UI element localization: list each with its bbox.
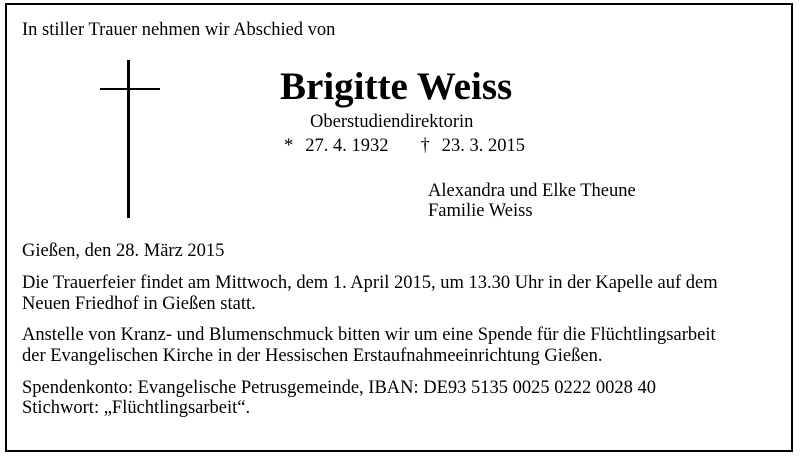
cross-icon-bar [100,88,160,90]
donation-text: der Evangelischen Kirche in der Hessischen Erstaufnahmeeinrichtung Gießen. [22,346,603,366]
deceased-title: Oberstudiendirektorin [310,112,474,132]
cross-icon [127,60,130,218]
place-date: Gießen, den 28. März 2015 [22,241,225,261]
death-symbol: † [420,136,430,156]
death-date: 23. 3. 2015 [441,136,525,156]
birth-date: 27. 4. 1932 [305,136,389,156]
donation-keyword: Stichwort: „Flüchtlingsarbeit“. [22,398,251,418]
ceremony-text: Neuen Friedhof in Gießen statt. [22,294,256,314]
ceremony-text: Die Trauerfeier findet am Mittwoch, dem 1. April 2015, um 13.30 Uhr in der Kapelle auf dem [22,273,718,293]
donation-text: Anstelle von Kranz- und Blumenschmuck bitten wir um eine Spende für die Flüchtlingsarbeit [22,325,716,345]
deceased-name: Brigitte Weiss [280,65,513,108]
donation-account: Spendenkonto: Evangelische Petrusgemeinde, IBAN: DE93 5135 0025 0222 0028 40 [22,378,657,398]
mourner-line: Alexandra und Elke Theune [428,181,636,201]
life-dates [284,136,525,157]
intro-text: In stiller Trauer nehmen wir Abschied von [22,20,336,40]
birth-symbol: * [284,136,294,156]
mourner-line: Familie Weiss [428,201,533,221]
